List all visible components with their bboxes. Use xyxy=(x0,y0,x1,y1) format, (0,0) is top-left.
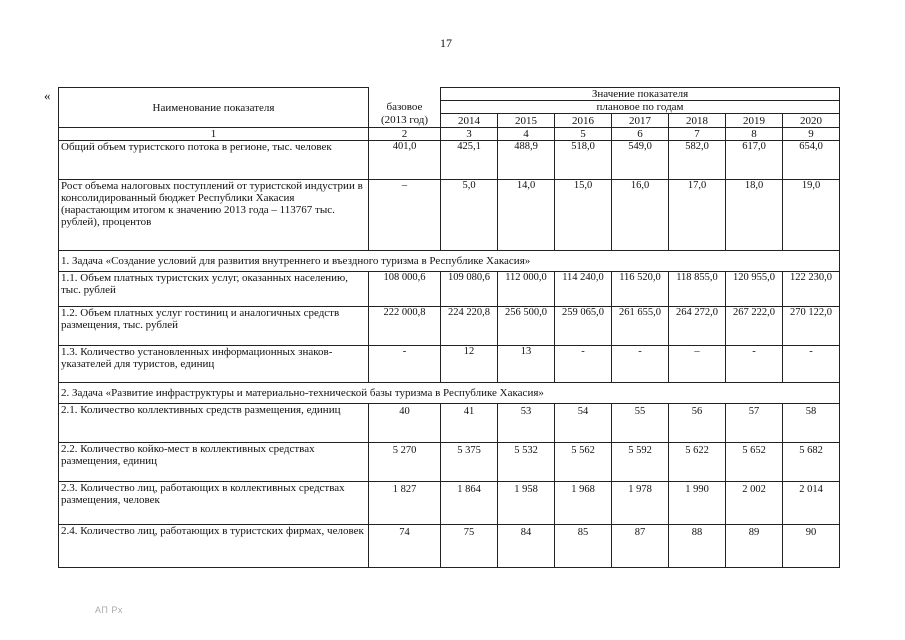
task-heading-row xyxy=(59,383,840,404)
table-row xyxy=(59,346,840,383)
year-value: 109 080,6 xyxy=(441,272,498,307)
column-index: 8 xyxy=(726,128,783,141)
task-heading: 2. Задача «Развитие инфраструктуры и материально-технической базы туризма в Республике Хакасия» xyxy=(59,383,840,404)
indicator-name: 2.3. Количество лиц, работающих в коллективных средствах размещения, человек xyxy=(59,482,369,525)
year-value: 13 xyxy=(498,346,555,383)
year-value: 122 230,0 xyxy=(783,272,840,307)
indicator-name: 2.2. Количество койко-мест в коллективных средствах размещения, единиц xyxy=(59,443,369,482)
year-value: 54 xyxy=(555,404,612,443)
year-value: 18,0 xyxy=(726,180,783,251)
page-number: 17 xyxy=(440,36,452,50)
year-value: 56 xyxy=(669,404,726,443)
header-year: 2019 xyxy=(726,114,783,128)
indicators-table xyxy=(58,87,840,568)
base-value: 74 xyxy=(369,525,441,568)
column-index: 2 xyxy=(369,128,441,141)
table-row xyxy=(59,307,840,346)
column-index: 7 xyxy=(669,128,726,141)
year-value: 19,0 xyxy=(783,180,840,251)
base-value: 1 827 xyxy=(369,482,441,525)
year-value: 259 065,0 xyxy=(555,307,612,346)
base-value: – xyxy=(369,180,441,251)
year-value: 5 652 xyxy=(726,443,783,482)
year-value: 84 xyxy=(498,525,555,568)
year-value: 14,0 xyxy=(498,180,555,251)
header-value-group: Значение показателя xyxy=(441,88,840,101)
year-value: 425,1 xyxy=(441,141,498,180)
header-year: 2018 xyxy=(669,114,726,128)
year-value: 270 122,0 xyxy=(783,307,840,346)
year-value: 53 xyxy=(498,404,555,443)
column-index: 5 xyxy=(555,128,612,141)
year-value: 261 655,0 xyxy=(612,307,669,346)
table-row xyxy=(59,482,840,525)
year-value: 90 xyxy=(783,525,840,568)
year-value: 256 500,0 xyxy=(498,307,555,346)
opening-quote-mark: « xyxy=(44,88,51,103)
year-value: 85 xyxy=(555,525,612,568)
year-value: 582,0 xyxy=(669,141,726,180)
year-value: - xyxy=(783,346,840,383)
year-value: 1 864 xyxy=(441,482,498,525)
table-row xyxy=(59,443,840,482)
year-value: 116 520,0 xyxy=(612,272,669,307)
year-value: 5 375 xyxy=(441,443,498,482)
table-row xyxy=(59,272,840,307)
year-value: 654,0 xyxy=(783,141,840,180)
column-index: 3 xyxy=(441,128,498,141)
year-value: 1 978 xyxy=(612,482,669,525)
header-year: 2015 xyxy=(498,114,555,128)
year-value: 57 xyxy=(726,404,783,443)
year-value: 118 855,0 xyxy=(669,272,726,307)
header-base-line1: базовое xyxy=(369,101,441,114)
year-value: 87 xyxy=(612,525,669,568)
year-value: 2 014 xyxy=(783,482,840,525)
year-value: 5 562 xyxy=(555,443,612,482)
year-value: - xyxy=(612,346,669,383)
year-value: 89 xyxy=(726,525,783,568)
indicator-name: 1.3. Количество установленных информационных знаков-указателей для туристов, единиц xyxy=(59,346,369,383)
year-value: 12 xyxy=(441,346,498,383)
base-value: 401,0 xyxy=(369,141,441,180)
year-value: 5 592 xyxy=(612,443,669,482)
year-value: 1 990 xyxy=(669,482,726,525)
indicator-name: 2.4. Количество лиц, работающих в туристских фирмах, человек xyxy=(59,525,369,568)
base-value: 108 000,6 xyxy=(369,272,441,307)
year-value: 518,0 xyxy=(555,141,612,180)
year-value: – xyxy=(669,346,726,383)
year-value: 549,0 xyxy=(612,141,669,180)
year-value: 55 xyxy=(612,404,669,443)
footer-mark: АП Рх xyxy=(95,605,123,615)
column-index: 6 xyxy=(612,128,669,141)
year-value: 5 532 xyxy=(498,443,555,482)
year-value: 2 002 xyxy=(726,482,783,525)
table-row xyxy=(59,404,840,443)
indicator-name: 1.2. Объем платных услуг гостиниц и аналогичных средств размещения, тыс. рублей xyxy=(59,307,369,346)
header-indicator-name: Наименование показателя xyxy=(59,88,369,128)
header-base-spacer xyxy=(369,88,441,101)
base-value: - xyxy=(369,346,441,383)
header-base-line2: (2013 год) xyxy=(369,114,441,128)
year-value: - xyxy=(726,346,783,383)
base-value: 40 xyxy=(369,404,441,443)
year-value: 114 240,0 xyxy=(555,272,612,307)
year-value: 5 682 xyxy=(783,443,840,482)
indicator-name: Общий объем туристского потока в регионе, тыс. человек xyxy=(59,141,369,180)
task-heading-row xyxy=(59,251,840,272)
base-value: 5 270 xyxy=(369,443,441,482)
year-value: 17,0 xyxy=(669,180,726,251)
year-value: 224 220,8 xyxy=(441,307,498,346)
year-value: 16,0 xyxy=(612,180,669,251)
year-value: 120 955,0 xyxy=(726,272,783,307)
column-index: 1 xyxy=(59,128,369,141)
header-year: 2020 xyxy=(783,114,840,128)
table-row xyxy=(59,141,840,180)
base-value: 222 000,8 xyxy=(369,307,441,346)
year-value: 15,0 xyxy=(555,180,612,251)
year-value: 1 958 xyxy=(498,482,555,525)
column-index: 4 xyxy=(498,128,555,141)
year-value: 1 968 xyxy=(555,482,612,525)
header-planned: плановое по годам xyxy=(441,101,840,114)
year-value: - xyxy=(555,346,612,383)
indicator-name: 2.1. Количество коллективных средств размещения, единиц xyxy=(59,404,369,443)
header-year: 2017 xyxy=(612,114,669,128)
year-value: 88 xyxy=(669,525,726,568)
year-value: 75 xyxy=(441,525,498,568)
year-value: 58 xyxy=(783,404,840,443)
year-value: 112 000,0 xyxy=(498,272,555,307)
task-heading: 1. Задача «Создание условий для развития внутреннего и въездного туризма в Республике Хакасия» xyxy=(59,251,840,272)
year-value: 41 xyxy=(441,404,498,443)
table-row xyxy=(59,180,840,251)
header-year: 2016 xyxy=(555,114,612,128)
year-value: 5,0 xyxy=(441,180,498,251)
column-index-row xyxy=(59,128,840,141)
header-row-1 xyxy=(59,88,840,101)
indicator-name: Рост объема налоговых поступлений от туристской индустрии в консолидированный бюджет Республики Хакасия (нарастающим итогом к значению 2013 года – 113767 тыс. рублей), процентов xyxy=(59,180,369,251)
year-value: 267 222,0 xyxy=(726,307,783,346)
header-year: 2014 xyxy=(441,114,498,128)
table-row xyxy=(59,525,840,568)
year-value: 5 622 xyxy=(669,443,726,482)
year-value: 264 272,0 xyxy=(669,307,726,346)
indicator-name: 1.1. Объем платных туристских услуг, оказанных населению, тыс. рублей xyxy=(59,272,369,307)
year-value: 488,9 xyxy=(498,141,555,180)
column-index: 9 xyxy=(783,128,840,141)
year-value: 617,0 xyxy=(726,141,783,180)
